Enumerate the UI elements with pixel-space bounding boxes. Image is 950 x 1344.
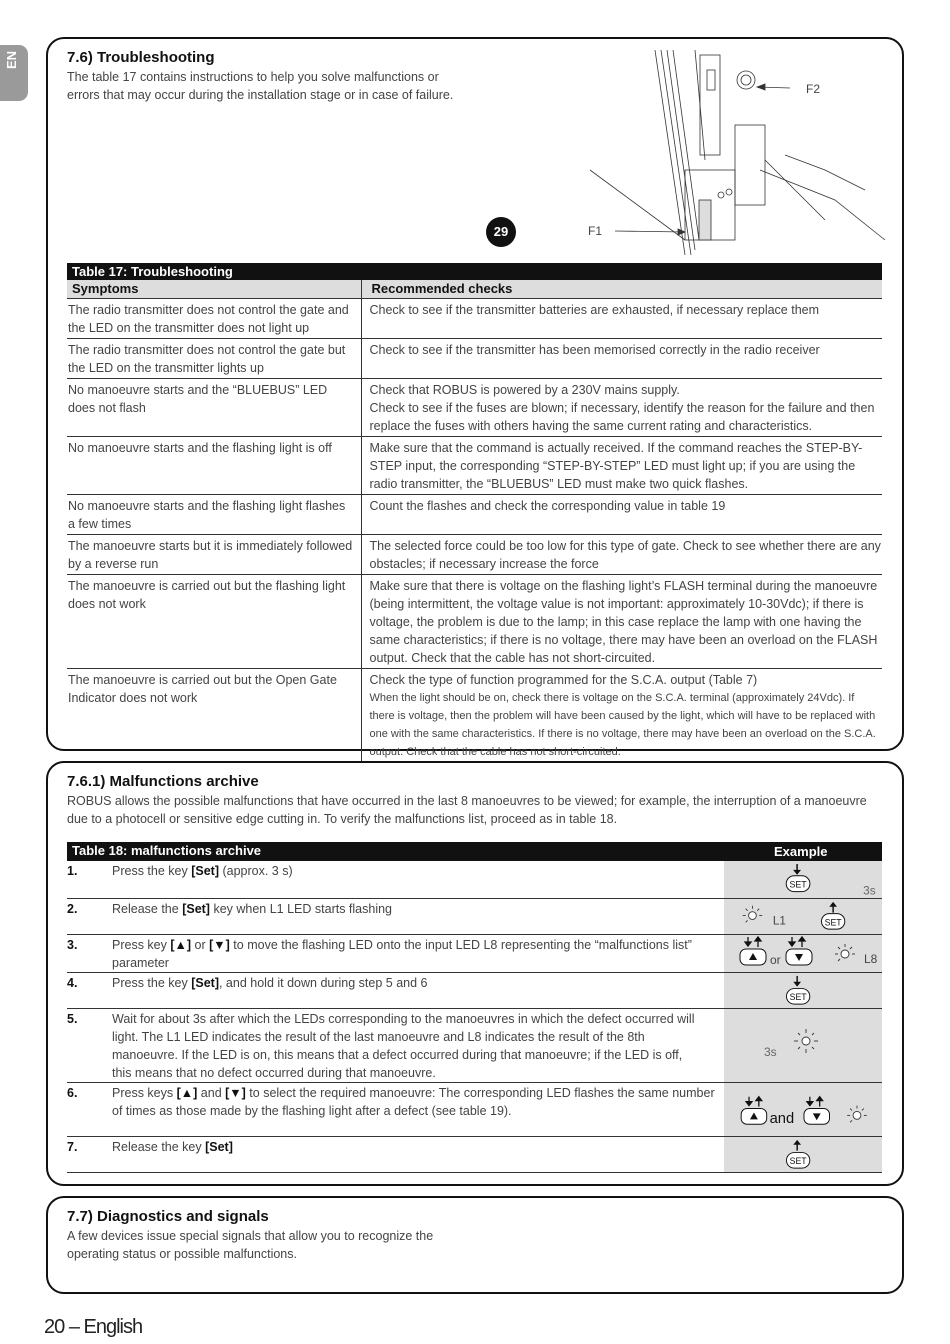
example-cell bbox=[724, 1082, 882, 1136]
fuse-figure bbox=[585, 40, 890, 260]
table-caption: Table 18: malfunctions archive bbox=[67, 842, 724, 861]
footer-language: English bbox=[83, 1316, 143, 1338]
symptom-cell: The radio transmitter does not control the gate but the LED on the transmitter lights up bbox=[67, 339, 361, 379]
troubleshooting-table bbox=[67, 263, 882, 763]
check-line: Check that ROBUS is powered by a 230V mains supply. bbox=[369, 383, 680, 397]
svg-text:3s: 3s bbox=[764, 1044, 777, 1059]
l8-label: L8 bbox=[864, 951, 878, 966]
example-cell bbox=[724, 898, 882, 934]
set-key-label: SET bbox=[789, 879, 807, 890]
step-text: Release the key [Set] bbox=[112, 1136, 724, 1172]
troubleshooting-intro: The table 17 contains instructions to help you solve malfunctions or errors that may occur during the installation stage or in case of failure. bbox=[67, 70, 454, 102]
check-cell: Count the flashes and check the corresponding value in table 19 bbox=[361, 495, 882, 535]
svg-text:SET: SET bbox=[789, 991, 807, 1002]
step-number: 7. bbox=[67, 1136, 112, 1172]
check-line-small: When the light should be on, check there is voltage on the S.C.A. terminal (approximately 24Vdc). If there is voltage, then the problem will have been caused by the light, which will have to be replaced with one with the same characteristics. If there is no voltage, there may have been an overload on the S.C.A. output. Check that the cable has not short-circuited. bbox=[369, 692, 876, 758]
svg-text:or: or bbox=[770, 952, 781, 967]
example-cell bbox=[724, 1136, 882, 1172]
language-tab-label: EN bbox=[4, 50, 19, 70]
figure-label-f1: F1 bbox=[588, 224, 603, 238]
step-text: Press keys [▲] and [▼] to select the required manoeuvre: The corresponding LED flashes the same number of times as those made by the flashing light after a defect (see table 19). bbox=[112, 1082, 724, 1136]
l1-label: L1 bbox=[772, 913, 786, 927]
symptom-cell: The manoeuvre starts but it is immediately followed by a reverse run bbox=[67, 535, 361, 575]
step-number: 3. bbox=[67, 934, 112, 972]
check-cell: The selected force could be too low for this type of gate. Check to see whether there are any obstacles; if necessary increase the force bbox=[361, 535, 882, 575]
step-text: Press the key [Set] (approx. 3 s) bbox=[112, 861, 724, 898]
check-cell bbox=[361, 669, 882, 763]
table-caption: Table 17: Troubleshooting bbox=[67, 263, 882, 280]
symptom-cell: The manoeuvre is carried out but the Open Gate Indicator does not work bbox=[67, 669, 361, 763]
step-number: 1. bbox=[67, 861, 112, 898]
page-footer bbox=[44, 1316, 142, 1339]
table-row bbox=[67, 972, 882, 1008]
svg-text:and: and bbox=[769, 1110, 795, 1127]
step-number: 4. bbox=[67, 972, 112, 1008]
svg-text:SET: SET bbox=[789, 1155, 807, 1166]
table-row bbox=[67, 299, 882, 339]
led-flash-icon bbox=[743, 905, 762, 922]
table-row bbox=[67, 669, 882, 763]
malfunctions-intro: ROBUS allows the possible malfunctions that have occurred in the last 8 manoeuvres to be viewed; for example, the interruption of a manoeuvre due to a photocell or sensitive edge cutting in. To verify the malfunctions list, proceed as in table 18. bbox=[67, 794, 867, 826]
column-header-symptoms: Symptoms bbox=[67, 280, 361, 299]
step-text: Release the [Set] key when L1 LED starts flashing bbox=[112, 898, 724, 934]
example-cell bbox=[724, 861, 882, 898]
table-row bbox=[67, 575, 882, 669]
check-cell: Make sure that there is voltage on the flashing light’s FLASH terminal during the manoeuvre (being intermittent, the voltage value is not important: approximately 10-30Vdc); if there is voltage, the problem is due to the lamp; in this case replace the lamp with one having the same characteristics; if there is no voltage, there may have been an overload on the FLASH output. Check that the cable has not short-circuited. bbox=[361, 575, 882, 669]
table-row bbox=[67, 339, 882, 379]
page-number: 20 bbox=[44, 1316, 65, 1338]
step-number: 6. bbox=[67, 1082, 112, 1136]
section-title-diagnostics: 7.7) Diagnostics and signals bbox=[67, 1208, 269, 1225]
table-row bbox=[67, 379, 882, 437]
table-row bbox=[67, 898, 882, 934]
check-line: Check the type of function programmed for the S.C.A. output (Table 7) bbox=[369, 673, 758, 687]
column-header-example: Example bbox=[724, 842, 882, 861]
step-text: Wait for about 3s after which the LEDs corresponding to the manoeuvres in which the defect occurred will light. The L1 LED indicates the result of the last manoeuvre and L8 indicates the result of the 8th manoeuvre. If the LED is on, this means that a defect occurred during that manoeuvre; if the LED is off, this means that no defect occurred during that manoeuvre. bbox=[112, 1008, 724, 1082]
section-title-malfunctions: 7.6.1) Malfunctions archive bbox=[67, 773, 259, 790]
symptom-cell: No manoeuvre starts and the “BLUEBUS” LED does not flash bbox=[67, 379, 361, 437]
malfunctions-table bbox=[67, 842, 882, 1173]
step-number: 5. bbox=[67, 1008, 112, 1082]
table-row bbox=[67, 535, 882, 575]
language-tab[interactable] bbox=[0, 45, 28, 101]
figure-label-f2: F2 bbox=[806, 82, 821, 96]
check-cell: Check to see if the transmitter has been memorised correctly in the radio receiver bbox=[361, 339, 882, 379]
led-on-icon bbox=[794, 1029, 818, 1053]
symptom-cell: No manoeuvre starts and the flashing light flashes a few times bbox=[67, 495, 361, 535]
table-row bbox=[67, 1136, 882, 1172]
symptom-cell: No manoeuvre starts and the flashing light is off bbox=[67, 437, 361, 495]
example-cell bbox=[724, 1008, 882, 1082]
table-row bbox=[67, 495, 882, 535]
symptom-cell: The manoeuvre is carried out but the flashing light does not work bbox=[67, 575, 361, 669]
figure-number-badge: 29 bbox=[486, 217, 516, 247]
table-row bbox=[67, 437, 882, 495]
check-cell: Make sure that the command is actually received. If the command reaches the STEP-BY-STEP input, the corresponding “STEP-BY-STEP” LED must light up; if you are using the radio transmitter, the “BLUEBUS” LED must make two quick flashes. bbox=[361, 437, 882, 495]
example-cell bbox=[724, 934, 882, 972]
step-text: Press the key [Set], and hold it down during step 5 and 6 bbox=[112, 972, 724, 1008]
example-cell bbox=[724, 972, 882, 1008]
footer-separator: – bbox=[68, 1316, 79, 1338]
section-title-troubleshooting: 7.6) Troubleshooting bbox=[67, 49, 215, 66]
diagnostics-intro: A few devices issue special signals that allow you to recognize the operating status or possible malfunctions. bbox=[67, 1229, 434, 1261]
symptom-cell: The radio transmitter does not control the gate and the LED on the transmitter does not light up bbox=[67, 299, 361, 339]
check-line: Check to see if the fuses are blown; if necessary, identify the reason for the failure and then replace the fuses with others having the same current rating and characteristics. bbox=[369, 401, 875, 433]
table-row bbox=[67, 1082, 882, 1136]
time-label: 3s bbox=[863, 883, 876, 898]
step-number: 2. bbox=[67, 898, 112, 934]
table-row bbox=[67, 1008, 882, 1082]
table-row bbox=[67, 934, 882, 972]
check-cell: Check to see if the transmitter batteries are exhausted, if necessary replace them bbox=[361, 299, 882, 339]
svg-text:SET: SET bbox=[824, 916, 842, 927]
table-row bbox=[67, 861, 882, 898]
column-header-checks: Recommended checks bbox=[361, 280, 882, 299]
check-cell bbox=[361, 379, 882, 437]
step-text: Press key [▲] or [▼] to move the flashing LED onto the input LED L8 representing the “malfunctions list” parameter bbox=[112, 934, 724, 972]
